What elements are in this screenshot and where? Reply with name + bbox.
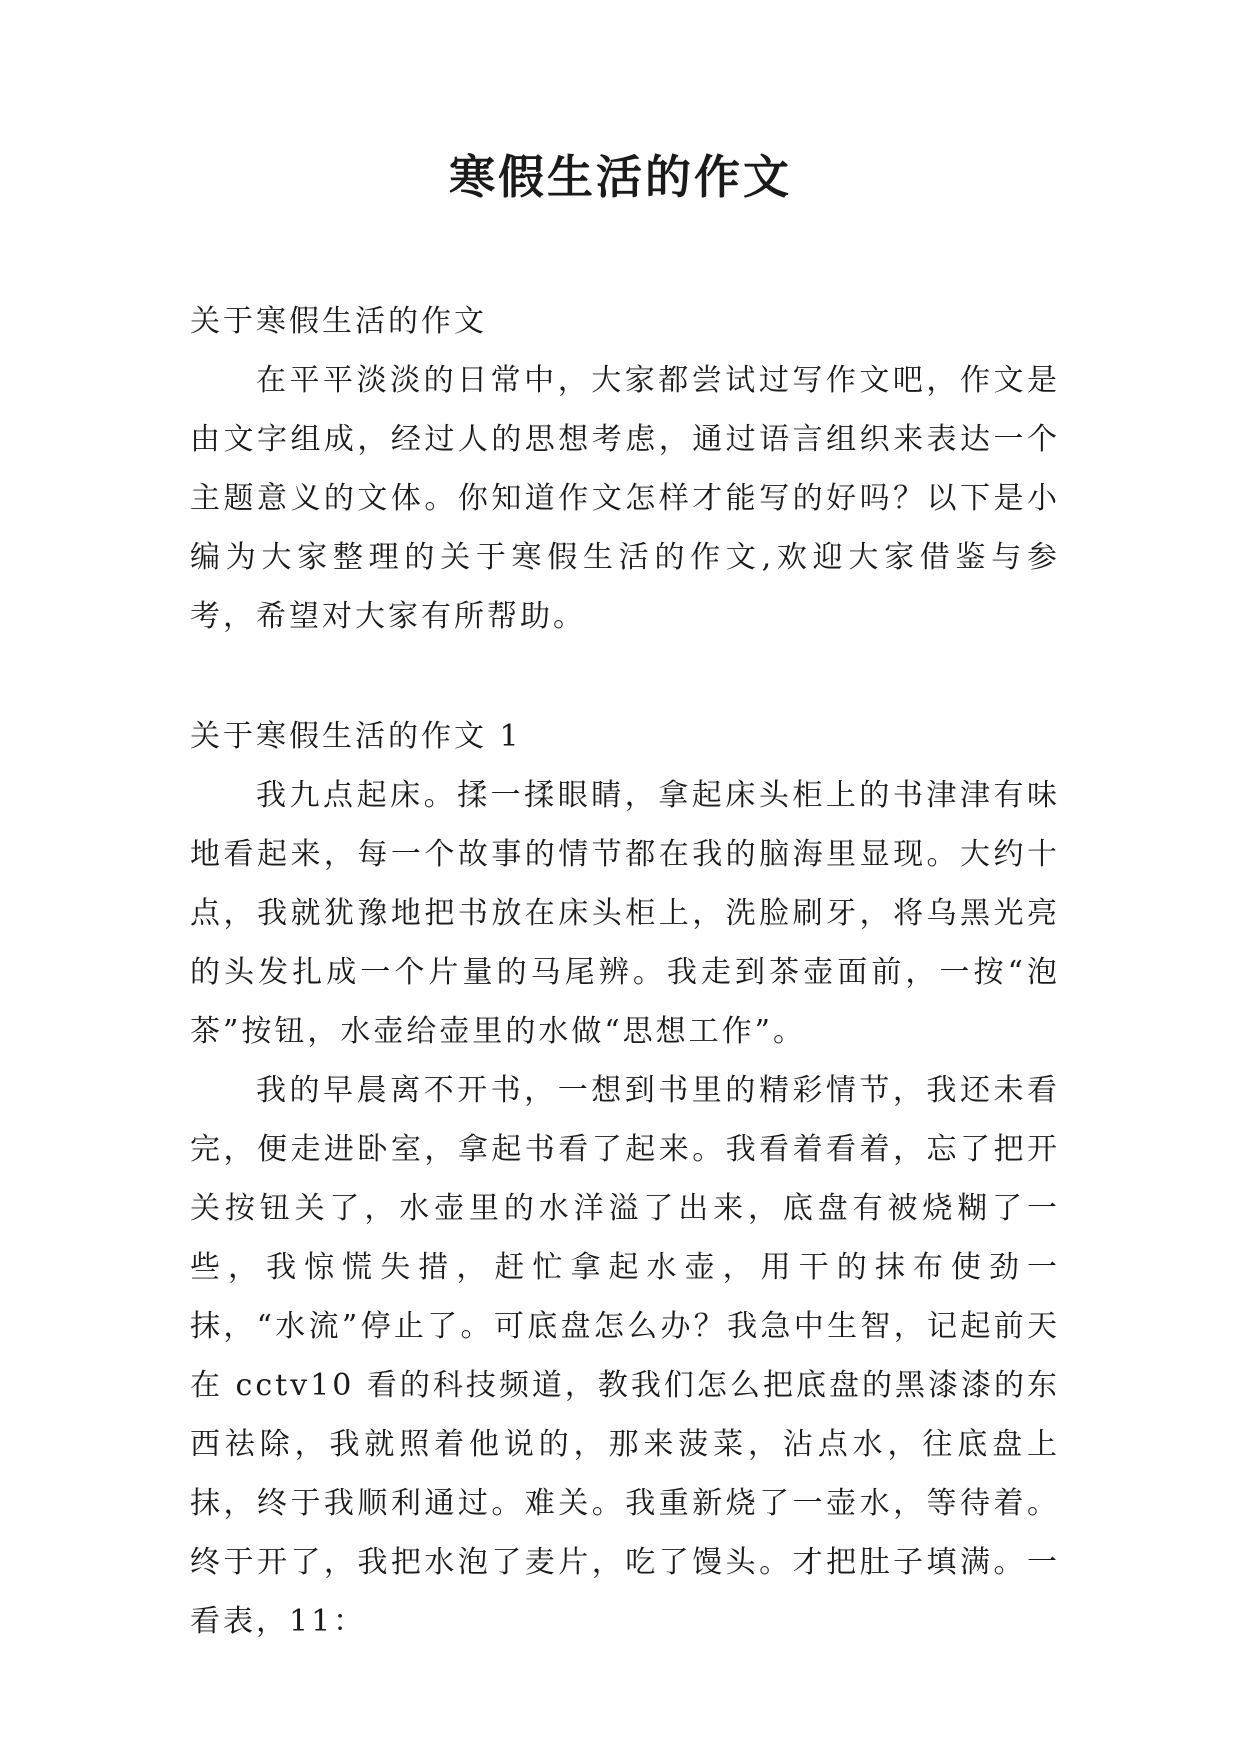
document-title: 寒假生活的作文 [449,150,792,204]
intro-paragraph: 在平平淡淡的日常中，大家都尝试过写作文吧，作文是由文字组成，经过人的思想考虑，通过语言组织来表达一个主题意义的文体。你知道作文怎样才能写的好吗？以下是小编为大家整理的关于寒假生活的作文,欢迎大家借鉴与参考，希望对大家有所帮助。 [190,363,1060,634]
section1-paragraph-1: 我九点起床。揉一揉眼睛，拿起床头柜上的书津津有味地看起来，每一个故事的情节都在我的脑海里显现。大约十点，我就犹豫地把书放在床头柜上，洗脸刷牙，将乌黑光亮的头发扎成一个片量的马尾辨。我走到茶壶面前，一按“泡茶”按钮，水壶给壶里的水做“思想工作”。 [190,778,1060,1049]
section1-paragraph-2: 我的早晨离不开书，一想到书里的精彩情节，我还未看完，便走进卧室，拿起书看了起来。我看着看着，忘了把开关按钮关了，水壶里的水洋溢了出来，底盘有被烧糊了一些，我惊慌失措，赶忙拿起水壶，用干的抹布使劲一抹，“水流”停止了。可底盘怎么办？我急中生智，记起前天在 cctv10 看的科技频道，教我们怎么把底盘的黑漆漆的东西祛除，我就照着他说的，那来菠菜，沾点水，往底盘上抹，终于我顺利通过。难关。我重新烧了一壶水，等待着。终于开了，我把水泡了麦片，吃了馒头。才把肚子填满。一看表，11： [190,1073,1060,1639]
intro-heading: 关于寒假生活的作文 [190,304,487,339]
section1-heading: 关于寒假生活的作文 1 [190,719,522,754]
document-body [190,292,1060,1651]
section-spacer [190,646,1060,707]
